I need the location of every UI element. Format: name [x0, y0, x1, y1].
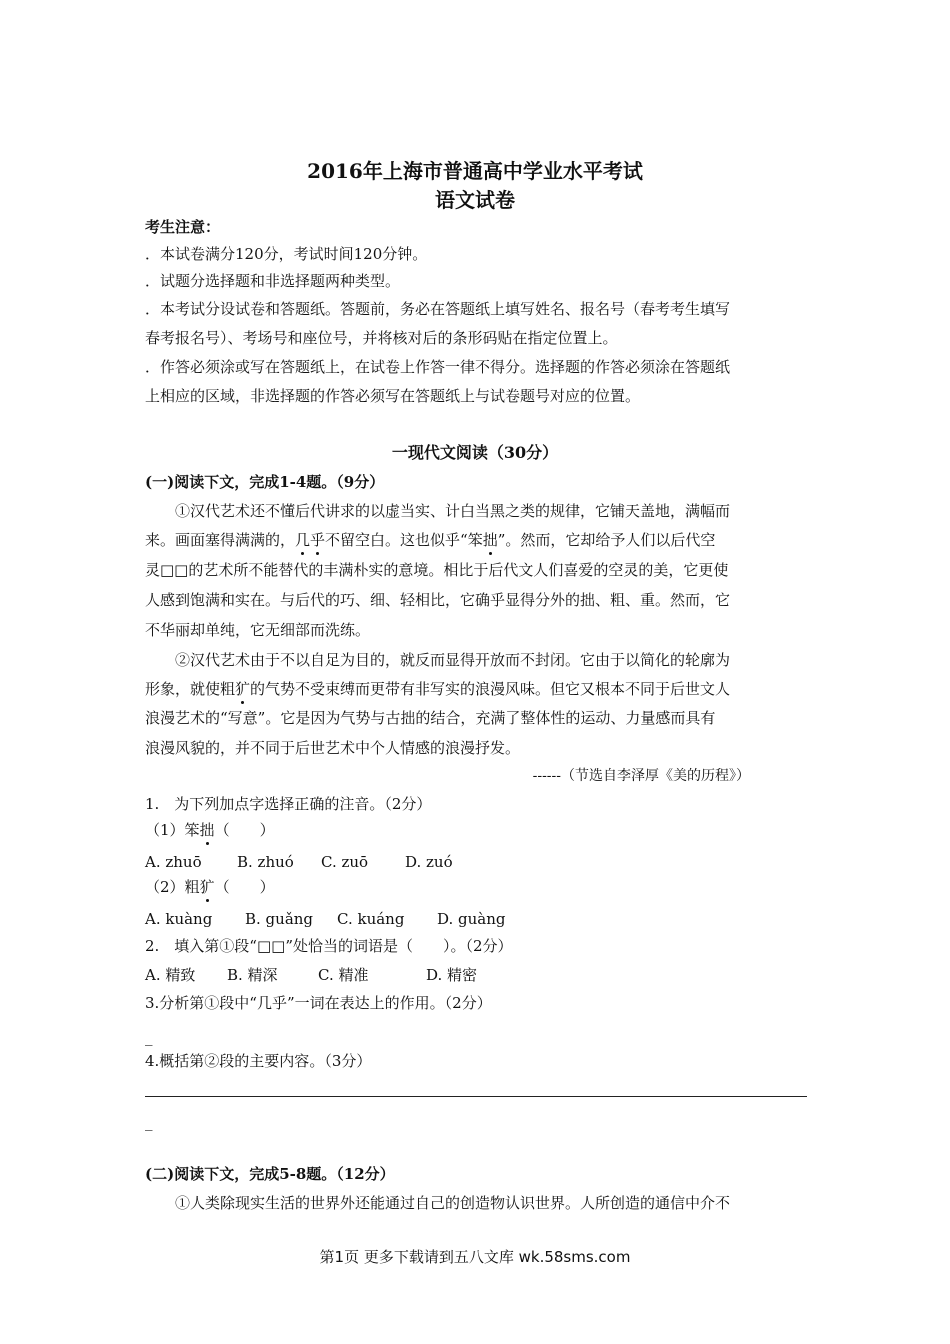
notice-item: 春考报名号）、考场号和座位号，并将核对后的条形码贴在指定位置上。 — [145, 329, 618, 347]
option: D. 精密 — [426, 966, 478, 984]
dotted-char: 几 — [295, 531, 311, 549]
dotted-char: 拙 — [482, 531, 498, 549]
notice-item: ．本试卷满分120分，考试时间120分钟。 — [145, 245, 428, 263]
question-4-stem: 4.概括第②段的主要内容。（3分） — [145, 1052, 372, 1070]
page-footer: 第1页 更多下载请到五八文库 wk.58sms.com — [319, 1248, 631, 1266]
option: D. guàng — [437, 910, 506, 928]
question-1-sub2: （2）粗犷（ ） — [145, 878, 275, 896]
passage-line: ①人类除现实生活的世界外还能通过自己的创造物认识世界。人所创造的通信中介不 — [175, 1194, 731, 1212]
dotted-char: 犷 — [199, 878, 215, 896]
notice-item: ．作答必须涂或写在答题纸上，在试卷上作答一律不得分。选择题的作答必须涂在答题纸 — [145, 358, 731, 376]
passage-source: ------（节选自李泽厚《美的历程》） — [532, 768, 750, 784]
option: B. guǎng — [245, 910, 314, 928]
passage-line: 灵□□的艺术所不能替代的丰满朴实的意境。相比于后代文人们喜爱的空灵的美，它更使 — [145, 561, 729, 579]
passage-line: 浪漫艺术的“写意”。它是因为气势与古拙的结合，充满了整体性的运动、力量感而具有 — [145, 709, 716, 727]
part-heading: (一)阅读下文，完成1-4题。（9分） — [145, 473, 385, 491]
section-heading: 一现代文阅读（30分） — [391, 443, 559, 462]
option: A. kuàng — [145, 910, 213, 928]
option: B. zhuó — [237, 853, 294, 871]
option: B. 精深 — [227, 966, 278, 984]
answer-blank: _ — [145, 1028, 153, 1046]
question-3-stem: 3.分析第①段中“几乎”一词在表达上的作用。（2分） — [145, 994, 492, 1012]
question-1-sub1-options — [145, 852, 807, 872]
option: C. 精准 — [318, 966, 369, 984]
dotted-char: 拙 — [199, 821, 215, 839]
question-1-sub1: （1）笨拙（ ） — [145, 821, 275, 839]
part-heading: (二)阅读下文，完成5-8题。（12分） — [145, 1165, 395, 1183]
notice-item: ．本考试分设试卷和答题纸。答题前，务必在答题纸上填写姓名、报名号（春考考生填写 — [145, 300, 731, 318]
passage-line: 不华丽却单纯，它无细部而洗练。 — [145, 621, 371, 639]
option: C. kuáng — [337, 910, 405, 928]
notice-item: ．试题分选择题和非选择题两种类型。 — [145, 272, 401, 290]
answer-line — [145, 1096, 807, 1097]
question-1-sub2-options — [145, 909, 807, 929]
exam-subtitle: 语文试卷 — [435, 188, 515, 212]
dotted-char: 犷 — [235, 680, 251, 698]
notice-heading: 考生注意： — [145, 218, 221, 236]
option: C. zuō — [321, 853, 369, 871]
notice-item: 上相应的区域，非选择题的作答必须写在答题纸上与试卷题号对应的位置。 — [145, 387, 641, 405]
option: A. zhuō — [145, 853, 202, 871]
passage-line: 浪漫风貌的，并不同于后世艺术中个人情感的浪漫抒发。 — [145, 739, 521, 757]
question-1-stem: 1. 为下列加点字选择正确的注音。（2分） — [145, 795, 432, 813]
option: D. zuó — [405, 853, 453, 871]
passage-line: 人感到饱满和实在。与后代的巧、细、轻相比，它确乎显得分外的拙、粗、重。然而，它 — [145, 591, 731, 609]
question-2-stem: 2. 填入第①段“□□”处恰当的词语是（ ）。（2分） — [145, 937, 513, 955]
answer-blank: _ — [145, 1113, 153, 1131]
passage-line: 形象，就使粗犷的气势不受束缚而更带有非写实的浪漫风味。但它又根本不同于后世文人 — [145, 680, 731, 698]
option: A. 精致 — [145, 966, 196, 984]
passage-line: 来。画面塞得满满的，几乎不留空白。这也似乎“笨拙”。然而，它却给予人们以后代空 — [145, 531, 716, 549]
exam-title: 2016年上海市普通高中学业水平考试 — [307, 159, 643, 183]
question-2-options — [145, 965, 807, 985]
passage-line: ①汉代艺术还不懂后代讲求的以虚当实、计白当黑之类的规律，它铺天盖地，满幅而 — [175, 502, 731, 520]
dotted-char: 乎 — [310, 531, 326, 549]
passage-line: ②汉代艺术由于不以自足为目的，就反而显得开放而不封闭。它由于以简化的轮廓为 — [175, 651, 731, 669]
